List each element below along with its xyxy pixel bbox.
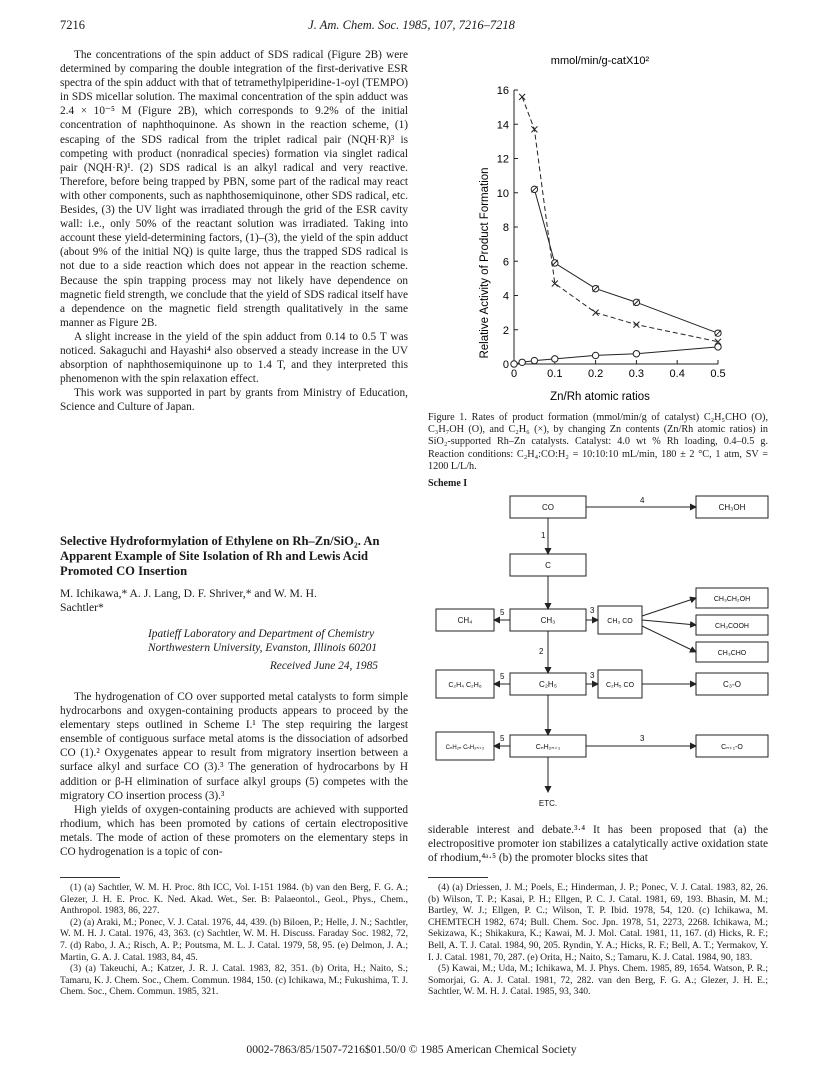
y-tick-label: 8 [502, 222, 509, 234]
step-label: 5 [500, 672, 505, 681]
chart-title: mmol/min/g-catX10² [550, 55, 650, 67]
series-line [522, 97, 718, 342]
y-axis-label: Relative Activity of Product Formation [479, 167, 491, 359]
reference: (3) (a) Takeuchi, A.; Katzer, J. R. J. Catal. 1983, 82, 351. (b) Orita, H.; Naito, S.; Tamaru, K. J. Chem. Soc., Chem. Commun. 1984, 150. (c) Ichikawa, M.; Fukushima, T. J. Chem. Soc., Chem. Commun. 1985, 321. [60, 963, 408, 998]
node-cnh2n1: CₙH₂ₙ₊₁ [535, 744, 561, 751]
data-point-circle [552, 356, 558, 362]
y-tick-label: 12 [496, 153, 509, 166]
article-title: Selective Hydroformylation of Ethylene on Rh–Zn/SiO₂. An Apparent Example of Site Isolation of Rh and Lewis Acid Promoted CO Insertion [60, 534, 380, 578]
step-label: 4 [640, 496, 645, 505]
step-label: 3 [640, 734, 645, 743]
node-ch3: CH₃ [540, 616, 556, 625]
data-point-circle [511, 361, 517, 367]
figure-caption: Figure 1. Rates of product formation (mmol/min/g of catalyst) C₂H₅CHO (O), C₃H₇OH (O), and C₂H₆ (×), by changing Zn contents (Zn/Rh atomic ratios) in SiO₂-supported Rh–Zn catalysts. Catalyst: 4.0 wt % Rh loading, 0.4–0.5 g. Reaction conditions: C₂H₄:CO:H₂ = 10:10:10 mL/min, 180 ± 2 °C, 1 atm, SV = 1200 L/L/h. [428, 412, 768, 472]
step-label: 3 [590, 606, 595, 615]
plot-area [497, 85, 726, 380]
reference: (1) (a) Sachtler, W. M. H. Proc. 8th ICC, Vol. I-151 1984. (b) van den Berg, F. G. A.; Glezer, J. H. E. Proc. K. Ned. Akad. Wet., Ser. B: Palaeontol., Geol., Phys., Chem., Anthropol. 1983, 86, 227. [60, 882, 408, 917]
node-ch3ch2oh: CH₃CH₂OH [713, 596, 751, 603]
paragraph: High yields of oxygen-containing products are achieved with supported rhodium, which has been promoted by cations of certain electropositive metals. The mode of action of these promoters on the elementary steps in CO hydrogenation is a topic of con- [60, 803, 408, 859]
x-tick-label: 0.2 [587, 368, 604, 380]
y-tick-label: 10 [496, 187, 509, 200]
footnote-rule [428, 877, 488, 878]
x-tick-label: 0 [510, 368, 518, 380]
node-etc: ETC. [538, 799, 558, 808]
left-column-text [60, 48, 408, 414]
node-ch3co: CH₃ CO [607, 618, 633, 625]
page-number: 7216 [60, 18, 85, 32]
paragraph: The concentrations of the spin adduct of SDS radical (Figure 2B) were determined by comparing the double integration of the first-derivative ESR spectra of the spin adduct with that of tetramethylpiperidine-1-oyl (TEMPO) in SDS micellar solution. The maximal concentration of the spin adduct was 2.4 × 10⁻⁵ M (Figure 2B), which corresponds to 9.2% of the initial concentration of naphthoquinone. As shown in the reaction scheme, (1) escaping of the SDS radical from the triplet radical pair (NQH·R)³ is competing with product (nonradical species) formation via singlet radical pair (NQH·R)¹. (2) SDS radical is an alkyl radical and very reactive. Therefore, before being trapped by PBN, some part of the radical may react with other components, such as naphthosemiquinone, other SDS radical, etc. Besides, (3) the UV light was irradiated through the grid of the ESR cavity wall: i.e., only 50% of the reactant solution was irradiated. Taking into account these yield-determining factors, (1)–(3), the yield of the spin adduct (about 9% of the initial NQ) is quite large, thus the trapped SDS radical is not due to a side reaction which does not appear in the reaction scheme. Because the spin trapping process may not likely have dependence on magnetic field strength, we conclude that the yield of SDS radical itself have a dependence on the magnetic field strength qualitatively in the same manner as Figure 2B. [60, 49, 408, 329]
y-tick-label: 14 [496, 119, 509, 132]
node-c2h5: C₂H₅ [539, 680, 557, 689]
x-tick-label: 0.5 [710, 368, 726, 380]
paragraph: The hydrogenation of CO over supported metal catalysts to form simple hydrocarbons and oxygen-containing products appears to proceed by the elementary steps outlined in Scheme I.¹ The step requiring the largest ensemble of contiguous surface metal atoms is the dissociation of adsorbed CO (1).² Oxygenates appear to result from migratory insertion between a surface alkyl and surface CO (3).³ The generation of hydrocarbons by H addition or β-H elimination of surface alkyl groups (5) competes with the migratory CO insertion process (3).³ [60, 691, 408, 802]
paragraph: This work was supported in part by grants from Ministry of Education, Science and Culture of Japan. [60, 387, 408, 414]
step-label: 5 [500, 734, 505, 743]
node-ch3cho: CH₃CHO [717, 650, 747, 657]
step-label: 2 [539, 647, 544, 656]
right-column-text [428, 823, 768, 865]
data-point-x [593, 310, 599, 316]
node-cn1o: Cₙ₊₁-O [721, 744, 743, 751]
node-co: CO [542, 503, 554, 512]
node-c3o: C₃-O [723, 680, 741, 689]
footnote-rule [60, 877, 120, 878]
data-point-circle [592, 352, 598, 358]
step-label: 1 [541, 531, 546, 540]
article-affiliation: Ipatieff Laboratory and Department of Chemistry Northwestern University, Evanston, Illinois 60201 [148, 628, 378, 654]
series-line [534, 189, 718, 333]
paragraph: A slight increase in the yield of the spin adduct from 0.14 to 0.5 T was noticed. Sakaguchi and Hayashi⁴ also observed a steady increase in the UV absorption of naphthosemiquinone up to 1.4 T, and they interpreted this phenomenon with the spin relaxation effect. [60, 330, 408, 386]
journal-citation: J. Am. Chem. Soc. 1985, 107, 7216–7218 [308, 18, 515, 32]
article-body [60, 690, 408, 859]
x-tick-label: 0.4 [669, 368, 685, 380]
scheme-1-diagram [428, 492, 773, 822]
y-tick-label: 4 [502, 290, 509, 303]
article-authors: M. Ichikawa,* A. J. Lang, D. F. Shriver,* and W. M. H. Sachtler* [60, 587, 317, 614]
running-header [0, 18, 823, 38]
node-ch3cooh: CH₃COOH [715, 623, 749, 630]
node-cnh2n: CₙH₂ₙ CₙH₂ₙ₊₂ [445, 745, 485, 751]
node-ch4: CH₄ [457, 616, 473, 625]
received-date: Received June 24, 1985 [269, 660, 378, 672]
node-ch3oh: CH₃OH [718, 503, 746, 512]
x-tick-label: 0.3 [628, 368, 645, 380]
reference: (4) (a) Driessen, J. M.; Poels, E.; Hinderman, J. P.; Ponec, V. J. Catal. 1983, 82, 26. (b) Wilson, T. P.; Kasai, P. H.; Ellgen, P. C. J. Catal. 1981, 69, 193. Bhasin, M. M.; Bartley, W. J.; Ellgen, P. C.; Wilson, T. P. Ibid. 1978, 54, 120. (c) Ichikawa, M. CHEMTECH 1982, 674; Bull. Chem. Soc. Jpn. 1978, 51, 2273, 2268. Ichikawa, M.; Sekizawa, K.; Shikakura, K.; Kawai, M. J. Mol. Catal. 1981, 11, 167. (d) Hicks, R. F.; Bell, A. T. J. Catal. 1984, 90, 205. Ryndin, Y. A.; Hicks, R. F.; Bell, A. T.; Yermakov, Y. I. J. Catal. 1981, 70, 287. (e) Orita, H.; Naito, S.; Tamaru, K. J. Catal. 1984, 90, 183. [428, 882, 768, 963]
y-tick-label: 6 [502, 256, 509, 269]
step-label: 5 [500, 608, 505, 617]
data-point-circle [531, 357, 537, 363]
x-axis-label: Zn/Rh atomic ratios [550, 391, 650, 403]
series-line [514, 347, 718, 364]
references-right [428, 882, 768, 998]
y-tick-label: 0 [502, 359, 509, 371]
page-footer: 0002-7863/85/1507-7216$01.50/0 © 1985 American Chemical Society [246, 1043, 577, 1056]
node-c: C [545, 561, 551, 570]
node-c2h4: C₂H₄ C₂H₆ [448, 682, 482, 689]
paragraph: siderable interest and debate.³·⁴ It has been proposed that (a) the electropositive promoter ion stabilizes a catalytically active oxidation state of rhodium,⁴ᵃ·⁵ (b) the promoter blocks sites that [428, 824, 768, 865]
scheme-title: Scheme I [428, 478, 468, 489]
reference: (2) (a) Araki, M.; Ponec, V. J. Catal. 1976, 44, 439. (b) Biloen, P.; Helle, J. N.; Sachtler, W. M. H. J. Catal. 1976, 43, 363. (c) Sachtler, W. M. H. Discuss. Faraday Soc. 1982, 72, 7. (d) Rabo, J. A.; Risch, A. P.; Poutsma, M. L. J. Catal. 1979, 58, 95. (e) Delmon, J. A.; Martin, G. A. J. Catal. 1983, 84, 45. [60, 916, 408, 963]
reference: (5) Kawai, M.; Uda, M.; Ichikawa, M. J. Phys. Chem. 1985, 89, 1654. Watson, P. R.; Somorjai, G. A. J. Catal. 1981, 72, 282. van den Berg, F. G. A.; Glezer, J. H. E.; Sachtler, W. M. H. J. Catal. 1985, 93, 340. [428, 963, 768, 998]
references-left [60, 882, 408, 998]
data-point-circle [519, 359, 525, 365]
x-tick-label: 0.1 [547, 368, 563, 380]
y-tick-label: 16 [496, 85, 509, 97]
data-point-x [519, 94, 525, 100]
node-c2h5co: C₂H₅ CO [605, 682, 635, 689]
data-point-circle [633, 351, 639, 357]
step-label: 3 [590, 671, 595, 680]
figure-1-chart [428, 48, 768, 408]
y-tick-label: 2 [502, 324, 509, 337]
